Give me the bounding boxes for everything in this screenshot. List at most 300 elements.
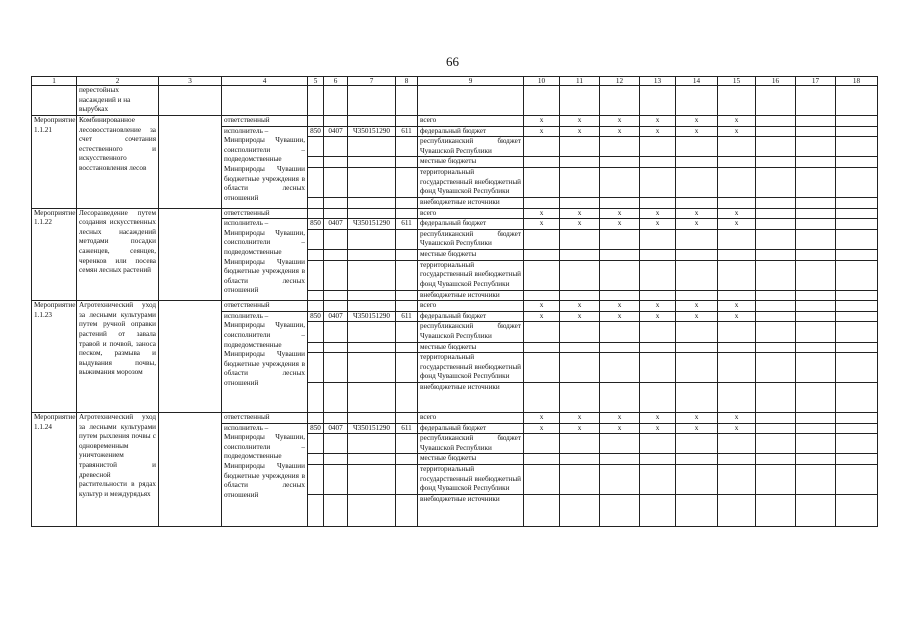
value-cell (836, 311, 878, 322)
value-cell (796, 208, 836, 219)
event-name: Агротехнический уход за лесными культурами путем ручной оправки растений от завала травой и почвой, заноса песком, размыва и выдувания почвы, выжимания морозом (77, 301, 159, 413)
value-cell (640, 353, 676, 383)
column-number: 6 (324, 77, 348, 86)
funding-source: республиканский бюджет Чувашской Республики (418, 434, 524, 454)
value-cell (836, 167, 878, 197)
code-csr: Ч350151290 (348, 219, 396, 230)
value-cell (600, 465, 640, 495)
mark-cell: х (640, 116, 676, 127)
column-number: 7 (348, 77, 396, 86)
mark-cell: х (560, 126, 600, 137)
value-cell (600, 342, 640, 353)
page-number: 66 (446, 54, 459, 69)
value-cell (600, 353, 640, 383)
value-cell (560, 495, 600, 527)
value-cell (756, 413, 796, 424)
mark-cell: х (560, 301, 600, 312)
value-cell (600, 157, 640, 168)
mark-cell: х (676, 301, 718, 312)
value-cell (524, 322, 560, 342)
column-number: 3 (159, 77, 222, 86)
mark-cell: х (676, 208, 718, 219)
mark-cell: х (718, 423, 756, 434)
funding-source: внебюджетные источники (418, 197, 524, 208)
source-row (32, 116, 878, 127)
value-cell (796, 116, 836, 127)
value-cell (836, 137, 878, 157)
mark-cell: х (676, 126, 718, 137)
value-cell (836, 197, 878, 208)
executor-line: исполнитель – (224, 126, 269, 135)
value-cell (718, 454, 756, 465)
value-cell (676, 290, 718, 301)
value-cell (718, 137, 756, 157)
mark-cell: х (560, 413, 600, 424)
value-cell (676, 249, 718, 260)
value-cell (676, 167, 718, 197)
code-vr: 611 (396, 219, 418, 230)
value-cell (524, 342, 560, 353)
value-cell (836, 301, 878, 312)
value-cell (600, 434, 640, 454)
executor-rest: Минприроды Чувашии, соисполнители – подведомственные Минприроды Чувашии бюджетные учреждения в области лесных отношений (224, 228, 305, 295)
value-cell (524, 167, 560, 197)
value-cell (524, 290, 560, 301)
value-cell (560, 383, 600, 413)
value-cell (600, 197, 640, 208)
value-cell (718, 157, 756, 168)
source-row (32, 208, 878, 219)
value-cell (718, 167, 756, 197)
value-cell (640, 342, 676, 353)
column-number: 14 (676, 77, 718, 86)
code-csr: Ч350151290 (348, 126, 396, 137)
funding-source: местные бюджеты (418, 157, 524, 168)
mark-cell: х (676, 423, 718, 434)
value-cell (756, 260, 796, 290)
value-cell (676, 137, 718, 157)
column-number: 9 (418, 77, 524, 86)
value-cell (676, 383, 718, 413)
mark-cell: х (524, 311, 560, 322)
value-cell (796, 157, 836, 168)
value-cell (640, 495, 676, 527)
value-cell (676, 197, 718, 208)
funding-source: территориальный государственный внебюджетный фонд Чувашской Республики (418, 260, 524, 290)
mark-cell: х (718, 311, 756, 322)
value-cell (796, 249, 836, 260)
value-cell (796, 260, 836, 290)
value-cell (756, 116, 796, 127)
column-number: 8 (396, 77, 418, 86)
funding-source: всего (418, 301, 524, 312)
header-row (32, 77, 878, 86)
value-cell (756, 383, 796, 413)
value-cell (796, 219, 836, 230)
funding-source: федеральный бюджет (418, 219, 524, 230)
value-cell (560, 353, 600, 383)
value-cell (560, 290, 600, 301)
value-cell (640, 229, 676, 249)
column-number: 5 (308, 77, 324, 86)
mark-cell: х (640, 219, 676, 230)
value-cell (836, 249, 878, 260)
value-cell (676, 229, 718, 249)
value-cell (560, 260, 600, 290)
column-number: 10 (524, 77, 560, 86)
value-cell (756, 454, 796, 465)
value-cell (718, 434, 756, 454)
value-cell (756, 157, 796, 168)
continuation-text: перестойных насаждений и на вырубках (77, 86, 159, 116)
value-cell (560, 434, 600, 454)
funding-source: местные бюджеты (418, 249, 524, 260)
value-cell (600, 322, 640, 342)
value-cell (756, 126, 796, 137)
mark-cell: х (600, 423, 640, 434)
value-cell (836, 413, 878, 424)
value-cell (718, 249, 756, 260)
value-cell (718, 322, 756, 342)
value-cell (524, 353, 560, 383)
value-cell (718, 353, 756, 383)
value-cell (640, 465, 676, 495)
value-cell (756, 208, 796, 219)
value-cell (796, 465, 836, 495)
value-cell (796, 454, 836, 465)
value-cell (676, 353, 718, 383)
value-cell (718, 495, 756, 527)
executor-text (222, 219, 308, 301)
event-name: Комбинированное лесовосстановление за счет сочетания естественного и искусственного восстановления лесов (77, 116, 159, 209)
value-cell (796, 383, 836, 413)
mark-cell: х (600, 413, 640, 424)
code-rzpr: 0407 (324, 311, 348, 322)
value-cell (796, 126, 836, 137)
funding-source: федеральный бюджет (418, 423, 524, 434)
column-number: 17 (796, 77, 836, 86)
value-cell (756, 353, 796, 383)
mark-cell: х (524, 116, 560, 127)
executor-text (222, 423, 308, 526)
value-cell (640, 454, 676, 465)
mark-cell: х (718, 126, 756, 137)
mark-cell: х (718, 301, 756, 312)
mark-cell: х (676, 219, 718, 230)
value-cell (756, 311, 796, 322)
value-cell (640, 383, 676, 413)
code-rzpr: 0407 (324, 423, 348, 434)
value-cell (524, 249, 560, 260)
executor-line: исполнитель – (224, 423, 269, 432)
mark-cell: х (600, 116, 640, 127)
value-cell (600, 249, 640, 260)
value-cell (718, 260, 756, 290)
mark-cell: х (640, 301, 676, 312)
value-cell (640, 260, 676, 290)
mark-cell: х (600, 126, 640, 137)
value-cell (796, 353, 836, 383)
value-cell (796, 229, 836, 249)
code-grbs: 850 (308, 219, 324, 230)
value-cell (836, 208, 878, 219)
value-cell (560, 197, 600, 208)
value-cell (796, 167, 836, 197)
value-cell (560, 229, 600, 249)
code-vr: 611 (396, 126, 418, 137)
value-cell (796, 301, 836, 312)
mark-cell: х (560, 116, 600, 127)
mark-cell: х (640, 413, 676, 424)
mark-cell: х (640, 311, 676, 322)
funding-source: местные бюджеты (418, 342, 524, 353)
value-cell (756, 137, 796, 157)
value-cell (676, 342, 718, 353)
executor-text (222, 311, 308, 412)
mark-cell: х (718, 208, 756, 219)
value-cell (560, 167, 600, 197)
funding-source: республиканский бюджет Чувашской Республики (418, 322, 524, 342)
value-cell (836, 126, 878, 137)
value-cell (836, 260, 878, 290)
mark-cell: х (718, 116, 756, 127)
value-cell (756, 322, 796, 342)
value-cell (796, 423, 836, 434)
value-cell (676, 322, 718, 342)
mark-cell: х (524, 301, 560, 312)
funding-source: всего (418, 413, 524, 424)
executor-rest: Минприроды Чувашии, соисполнители – подведомственные Минприроды Чувашии бюджетные учреждения в области лесных отношений (224, 321, 305, 387)
executor-line: исполнитель – (224, 219, 269, 228)
value-cell (524, 454, 560, 465)
value-cell (796, 197, 836, 208)
value-cell (600, 229, 640, 249)
value-cell (836, 495, 878, 527)
event-name: Лесоразведение путем создания искусственных лесных насаждений методами посадки саженцев, сеянцев, черенков или посева семян лесных растений (77, 208, 159, 301)
value-cell (524, 137, 560, 157)
code-rzpr: 0407 (324, 126, 348, 137)
value-cell (836, 342, 878, 353)
value-cell (756, 229, 796, 249)
value-cell (796, 495, 836, 527)
executor-rest: Минприроды Чувашии, соисполнители – подведомственные Минприроды Чувашии бюджетные учреждения в области лесных отношений (224, 433, 305, 499)
value-cell (640, 167, 676, 197)
value-cell (560, 465, 600, 495)
value-cell (796, 290, 836, 301)
value-cell (560, 454, 600, 465)
value-cell (600, 454, 640, 465)
code-vr: 611 (396, 423, 418, 434)
value-cell (640, 137, 676, 157)
value-cell (756, 342, 796, 353)
value-cell (796, 434, 836, 454)
value-cell (600, 137, 640, 157)
code-grbs: 850 (308, 126, 324, 137)
value-cell (836, 454, 878, 465)
value-cell (836, 434, 878, 454)
value-cell (836, 219, 878, 230)
program-table (31, 76, 878, 527)
mark-cell: х (640, 423, 676, 434)
funding-source: территориальный государственный внебюджетный фонд Чувашской Республики (418, 353, 524, 383)
value-cell (640, 249, 676, 260)
executor-line: ответственный (222, 301, 308, 312)
executor-line: ответственный (222, 116, 308, 127)
value-cell (796, 342, 836, 353)
value-cell (796, 137, 836, 157)
value-cell (640, 157, 676, 168)
value-cell (524, 434, 560, 454)
value-cell (718, 229, 756, 249)
value-cell (676, 465, 718, 495)
mark-cell: х (524, 423, 560, 434)
value-cell (718, 290, 756, 301)
mark-cell: х (600, 219, 640, 230)
value-cell (600, 383, 640, 413)
column-number: 12 (600, 77, 640, 86)
value-cell (676, 260, 718, 290)
mark-cell: х (600, 301, 640, 312)
value-cell (836, 290, 878, 301)
value-cell (836, 229, 878, 249)
mark-cell: х (600, 311, 640, 322)
code-vr: 611 (396, 311, 418, 322)
column-number: 15 (718, 77, 756, 86)
funding-source: местные бюджеты (418, 454, 524, 465)
value-cell (524, 465, 560, 495)
funding-source: республиканский бюджет Чувашской Республики (418, 229, 524, 249)
continuation-row (32, 86, 878, 116)
value-cell (756, 219, 796, 230)
value-cell (756, 495, 796, 527)
mark-cell: х (718, 219, 756, 230)
column-number: 11 (560, 77, 600, 86)
code-rzpr: 0407 (324, 219, 348, 230)
mark-cell: х (560, 208, 600, 219)
mark-cell: х (676, 311, 718, 322)
executor-line: ответственный (222, 413, 308, 424)
value-cell (756, 197, 796, 208)
event-id: Мероприятие 1.1.23 (32, 301, 77, 413)
funding-source: внебюджетные источники (418, 383, 524, 413)
value-cell (676, 434, 718, 454)
value-cell (640, 434, 676, 454)
value-cell (836, 465, 878, 495)
value-cell (524, 157, 560, 168)
mark-cell: х (524, 219, 560, 230)
value-cell (600, 167, 640, 197)
mark-cell: х (640, 208, 676, 219)
column-number: 1 (32, 77, 77, 86)
value-cell (756, 423, 796, 434)
event-id: Мероприятие 1.1.22 (32, 208, 77, 301)
column-number: 4 (222, 77, 308, 86)
value-cell (718, 197, 756, 208)
value-cell (640, 290, 676, 301)
source-row (32, 413, 878, 424)
source-row (32, 301, 878, 312)
funding-source: федеральный бюджет (418, 126, 524, 137)
executor-line: исполнитель – (224, 311, 269, 320)
value-cell (836, 322, 878, 342)
value-cell (718, 465, 756, 495)
value-cell (600, 290, 640, 301)
value-cell (756, 249, 796, 260)
mark-cell: х (560, 423, 600, 434)
funding-source: всего (418, 208, 524, 219)
value-cell (756, 301, 796, 312)
funding-source: территориальный государственный внебюджетный фонд Чувашской Республики (418, 167, 524, 197)
value-cell (560, 342, 600, 353)
code-grbs: 850 (308, 423, 324, 434)
mark-cell: х (524, 208, 560, 219)
value-cell (560, 322, 600, 342)
value-cell (796, 413, 836, 424)
value-cell (560, 137, 600, 157)
value-cell (524, 197, 560, 208)
value-cell (640, 197, 676, 208)
value-cell (524, 383, 560, 413)
mark-cell: х (524, 413, 560, 424)
mark-cell: х (560, 311, 600, 322)
executor-line: ответственный (222, 208, 308, 219)
value-cell (640, 322, 676, 342)
value-cell (836, 353, 878, 383)
column-number: 2 (77, 77, 159, 86)
mark-cell: х (600, 208, 640, 219)
code-grbs: 850 (308, 311, 324, 322)
value-cell (676, 157, 718, 168)
value-cell (836, 116, 878, 127)
value-cell (756, 290, 796, 301)
value-cell (600, 260, 640, 290)
column-number: 18 (836, 77, 878, 86)
value-cell (524, 495, 560, 527)
mark-cell: х (676, 116, 718, 127)
executor-rest: Минприроды Чувашии, соисполнители – подведомственные Минприроды Чувашии бюджетные учреждения в области лесных отношений (224, 136, 305, 202)
funding-source: территориальный государственный внебюджетный фонд Чувашской Республики (418, 465, 524, 495)
executor-text (222, 126, 308, 208)
mark-cell: х (676, 413, 718, 424)
value-cell (796, 322, 836, 342)
funding-source: внебюджетные источники (418, 495, 524, 527)
value-cell (836, 157, 878, 168)
event-name: Агротехнический уход за лесными культурами путем рыхления почвы с одновременным уничтожением травянистой и древесной растительности в рядах культур и междурядьях (77, 413, 159, 527)
funding-source: всего (418, 116, 524, 127)
value-cell (600, 495, 640, 527)
event-id: Мероприятие 1.1.24 (32, 413, 77, 527)
value-cell (718, 342, 756, 353)
value-cell (756, 167, 796, 197)
value-cell (836, 423, 878, 434)
value-cell (524, 229, 560, 249)
column-number: 16 (756, 77, 796, 86)
value-cell (796, 311, 836, 322)
column-number: 13 (640, 77, 676, 86)
value-cell (836, 383, 878, 413)
code-csr: Ч350151290 (348, 311, 396, 322)
value-cell (676, 495, 718, 527)
code-csr: Ч350151290 (348, 423, 396, 434)
mark-cell: х (560, 219, 600, 230)
value-cell (524, 260, 560, 290)
funding-source: внебюджетные источники (418, 290, 524, 301)
mark-cell: х (640, 126, 676, 137)
value-cell (560, 157, 600, 168)
value-cell (756, 465, 796, 495)
value-cell (718, 383, 756, 413)
event-id: Мероприятие 1.1.21 (32, 116, 77, 209)
